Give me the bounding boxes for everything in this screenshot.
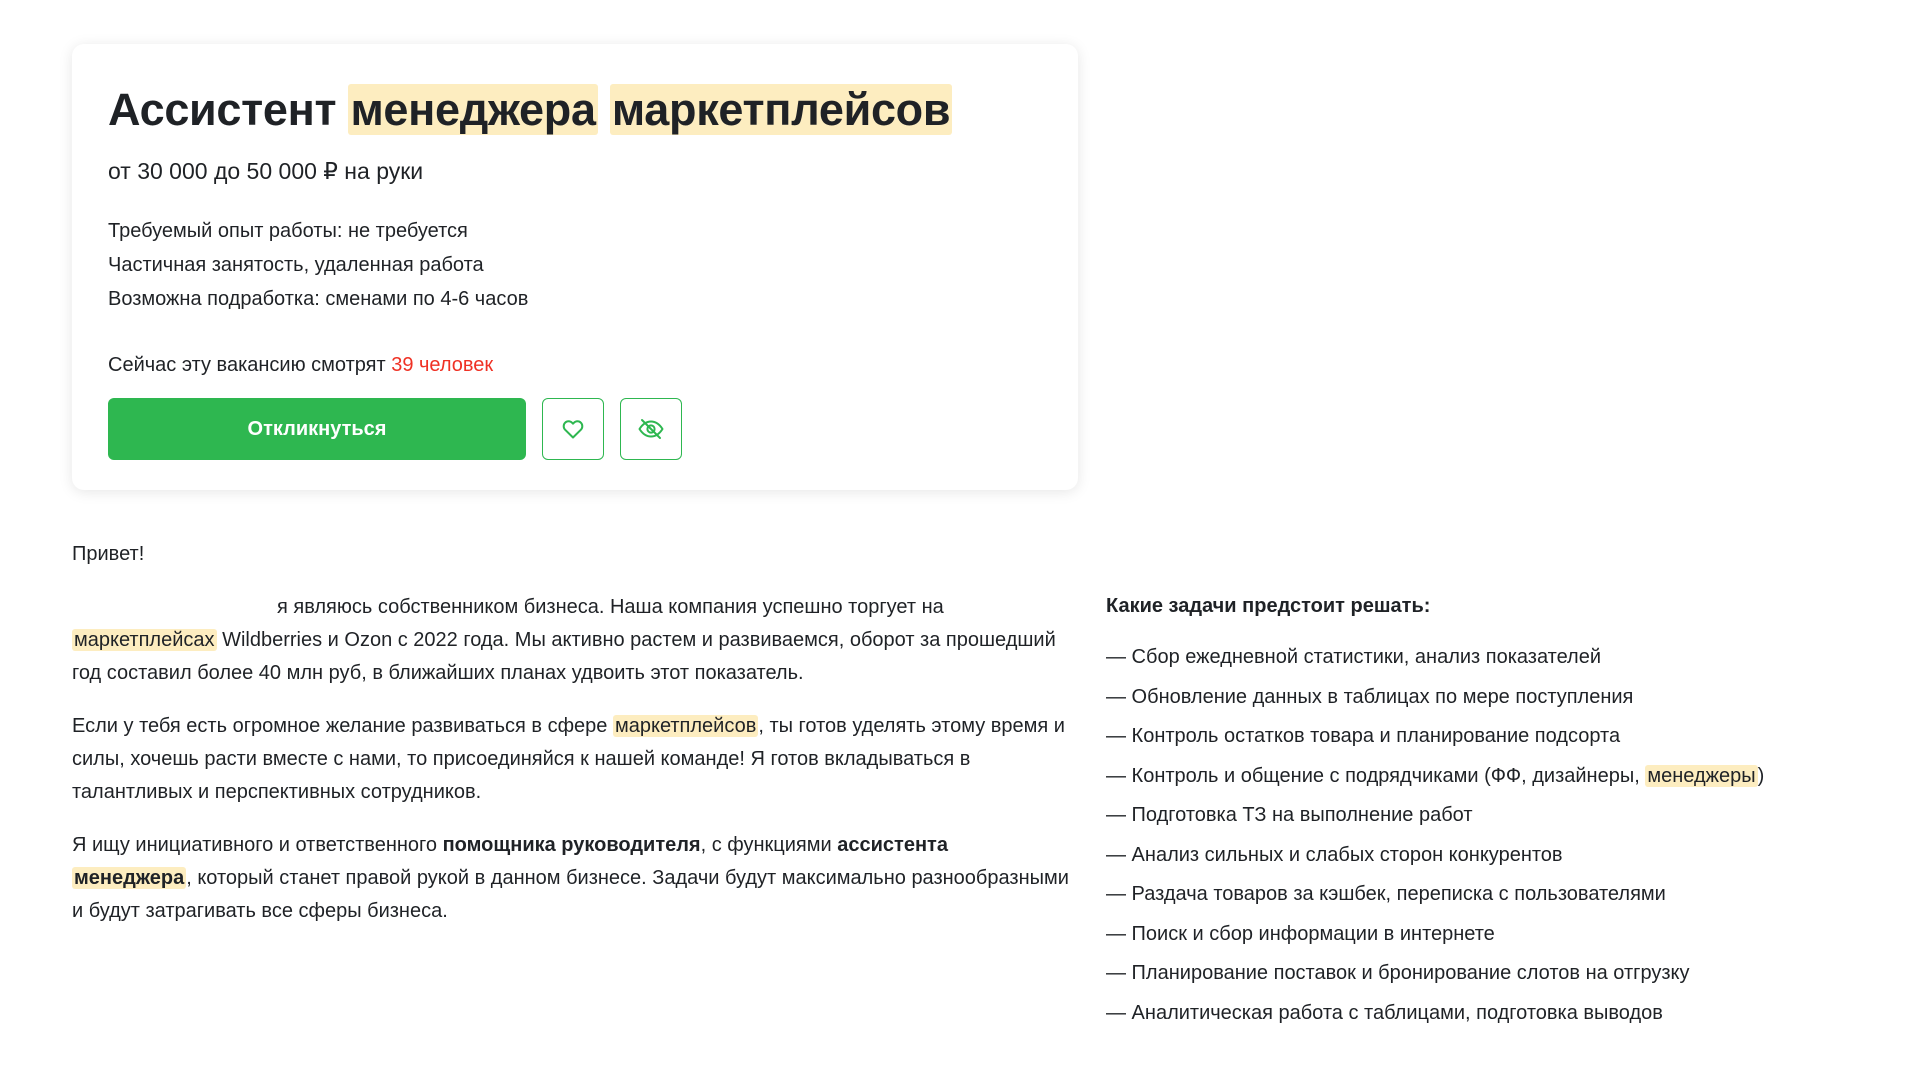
task-item: — Поиск и сбор информации в интернете <box>1106 922 1495 945</box>
tasks-heading: Какие задачи предстоит решать: <box>1106 595 1431 617</box>
invite-text-a: Если у тебя есть огромное желание развиваться в сфере <box>72 715 608 737</box>
vacancy-title <box>108 80 1042 140</box>
favorite-button[interactable] <box>542 398 604 460</box>
intro-text-b: Wildberries и Ozon с 2022 года. Мы активно растем и развиваемся, оборот за прошедший год составил более 40 млн руб, в ближайших планах удвоить этот показатель. <box>72 629 1056 684</box>
task-item-highlight: менеджеры <box>1647 764 1756 787</box>
role-paragraph <box>72 829 1072 928</box>
task-item: — Аналитическая работа с таблицами, подготовка выводов <box>1106 1001 1663 1024</box>
task-item-tail: ) <box>1757 764 1765 787</box>
title-highlight-marketplaces: маркетплейсов <box>611 84 951 135</box>
task-item-text: — Контроль и общение с подрядчиками (ФФ, дизайнеры, <box>1106 764 1646 787</box>
role-text-c: , который станет правой рукой в данном бизнесе. Задачи будут максимально разнообразными и будут затрагивать все сферы бизнеса. <box>72 867 1069 922</box>
title-prefix: Ассистент <box>108 84 337 135</box>
viewers-count: 39 человек <box>391 354 494 376</box>
role-bold-helper: помощника руководителя <box>442 834 701 856</box>
task-item <box>1106 757 1906 797</box>
task-item: — Планирование поставок и бронирование слотов на отгрузку <box>1106 962 1690 984</box>
task-item: — Раздача товаров за кэшбек, переписка с пользователями <box>1106 883 1666 905</box>
task-item: — Сбор ежедневной статистики, анализ показателей <box>1106 646 1602 668</box>
vacancy-card <box>72 44 1078 490</box>
apply-button[interactable]: Откликнуться <box>108 398 526 460</box>
title-highlight-manager: менеджера <box>350 84 596 135</box>
tasks-list <box>1106 638 1906 1033</box>
intro-text-a: я являюсь собственником бизнеса. Наша компания успешно торгует на <box>277 596 944 618</box>
task-item: — Обновление данных в таблицах по мере поступления <box>1106 685 1634 708</box>
employment-text: Частичная занятость, удаленная работа <box>108 254 484 276</box>
invite-highlight: маркетплейсов <box>614 715 757 737</box>
task-item: — Контроль остатков товара и планирование подсорта <box>1106 725 1621 747</box>
role-bold-assistant: ассистента <box>837 834 948 856</box>
vacancy-description <box>72 538 1072 948</box>
invite-paragraph <box>72 710 1072 809</box>
viewers-prefix: Сейчас эту вакансию смотрят <box>108 354 386 376</box>
heart-icon <box>561 417 585 441</box>
vacancy-actions <box>108 398 1042 460</box>
experience-text: Требуемый опыт работы: не требуется <box>108 220 468 242</box>
role-bold-highlight: менеджера <box>74 867 185 889</box>
viewers-line <box>108 350 1042 380</box>
intro-paragraph <box>72 591 1072 690</box>
greeting: Привет! <box>72 543 145 565</box>
invite-text-b: , ты готов уделять этому время и силы, хочешь расти вместе с нами, то присоединяйся к нашей команде! Я готов вкладываться в талантливых и перспективных сотрудников. <box>72 715 1065 803</box>
eye-off-icon <box>637 417 665 441</box>
task-item: — Анализ сильных и слабых сторон конкурентов <box>1106 843 1563 866</box>
role-text-a: Я ищу инициативного и ответственного <box>72 834 438 856</box>
salary: от 30 000 до 50 000 ₽ на руки <box>108 158 424 184</box>
intro-highlight: маркетплейсах <box>74 629 215 651</box>
role-text-b: , с функциями <box>700 834 832 856</box>
schedule-text: Возможна подработка: сменами по 4-6 часов <box>108 288 529 310</box>
task-item: — Подготовка ТЗ на выполнение работ <box>1106 804 1473 826</box>
tasks-section <box>1106 592 1906 1033</box>
hide-button[interactable] <box>620 398 682 460</box>
vacancy-facts <box>108 214 1042 316</box>
